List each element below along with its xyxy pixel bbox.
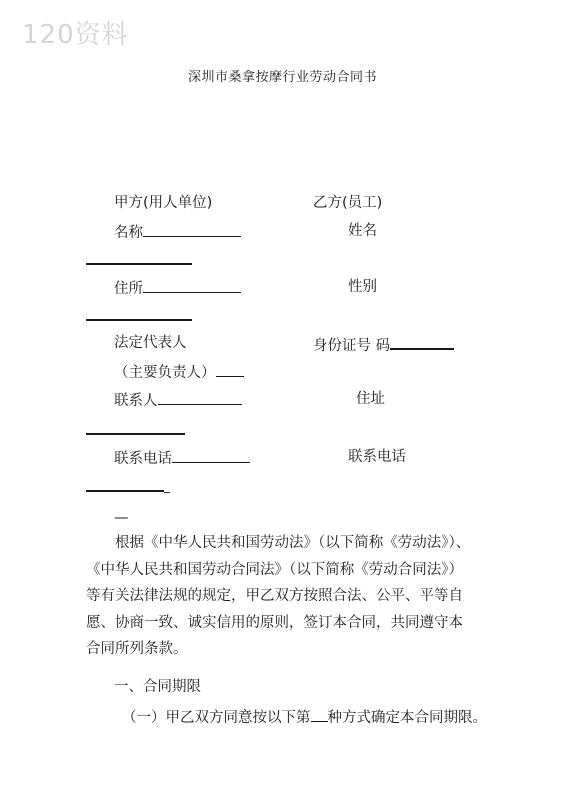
party-a-rep-sub-label: （主要负责人）: [114, 365, 216, 381]
watermark: 120资料: [22, 20, 129, 50]
party-a-rep-blank[interactable]: [216, 364, 244, 377]
party-a-address-label: 住所: [114, 281, 143, 297]
party-a-contact-field: [114, 392, 242, 409]
party-a-contact-blank[interactable]: [158, 392, 242, 405]
party-b-gender-blank[interactable]: [86, 319, 192, 321]
party-b-address-blank[interactable]: [86, 433, 185, 435]
party-b-heading: 乙方(员工): [313, 195, 383, 211]
intro-paragraph-text: 根据《中华人民共和国劳动法》（以下简称《劳动法》）、《中华人民共和国劳动合同法》（以下简称《劳动合同法》）等有关法律法规的规定，甲乙双方按照合法、公平、平等自愿、协商一致、诚实信用的原则，签订本合同，共同遵守本合同所列条款。: [86, 535, 471, 657]
party-a-phone-label: 联系电话: [114, 451, 172, 467]
party-b-gender-label: 性别: [348, 279, 377, 295]
party-b-name-label: 姓名: [348, 223, 377, 239]
clause-1-1: [122, 709, 487, 726]
party-a-phone-field: [114, 450, 250, 467]
dash-line: —: [114, 510, 129, 526]
party-b-id-blank[interactable]: [390, 336, 454, 350]
party-a-rep-sub-field: [114, 364, 244, 381]
page-title: 深圳市桑拿按摩行业劳动合同书: [187, 70, 377, 85]
party-a-name-blank[interactable]: [143, 224, 241, 237]
party-a-heading: 甲方(用人单位): [114, 195, 213, 211]
party-b-phone-label: 联系电话: [348, 449, 406, 465]
section-1-heading: 一、合同期限: [114, 679, 201, 695]
party-a-name-label: 名称: [114, 225, 143, 241]
party-b-id-label: 身份证号 码: [313, 338, 391, 354]
party-b-phone-blank[interactable]: [86, 490, 164, 492]
party-b-name-blank[interactable]: [86, 263, 192, 265]
party-b-address-label: 住址: [356, 391, 385, 407]
party-a-address-blank[interactable]: [143, 280, 241, 293]
party-a-address-field: [114, 280, 241, 297]
party-b-id-field: [313, 336, 454, 354]
stray-underscore: _: [164, 479, 170, 493]
party-a-name-field: [114, 224, 241, 241]
party-a-contact-label: 联系人: [114, 393, 158, 409]
party-a-rep-label: 法定代表人: [114, 335, 187, 351]
clause-1-1-after: 种方式确定本合同期限。: [327, 710, 487, 726]
clause-1-1-blank[interactable]: [311, 709, 328, 722]
intro-paragraph: [86, 530, 476, 663]
clause-1-1-before: （一）甲乙双方同意按以下第: [122, 710, 311, 726]
party-a-phone-blank[interactable]: [172, 450, 250, 463]
